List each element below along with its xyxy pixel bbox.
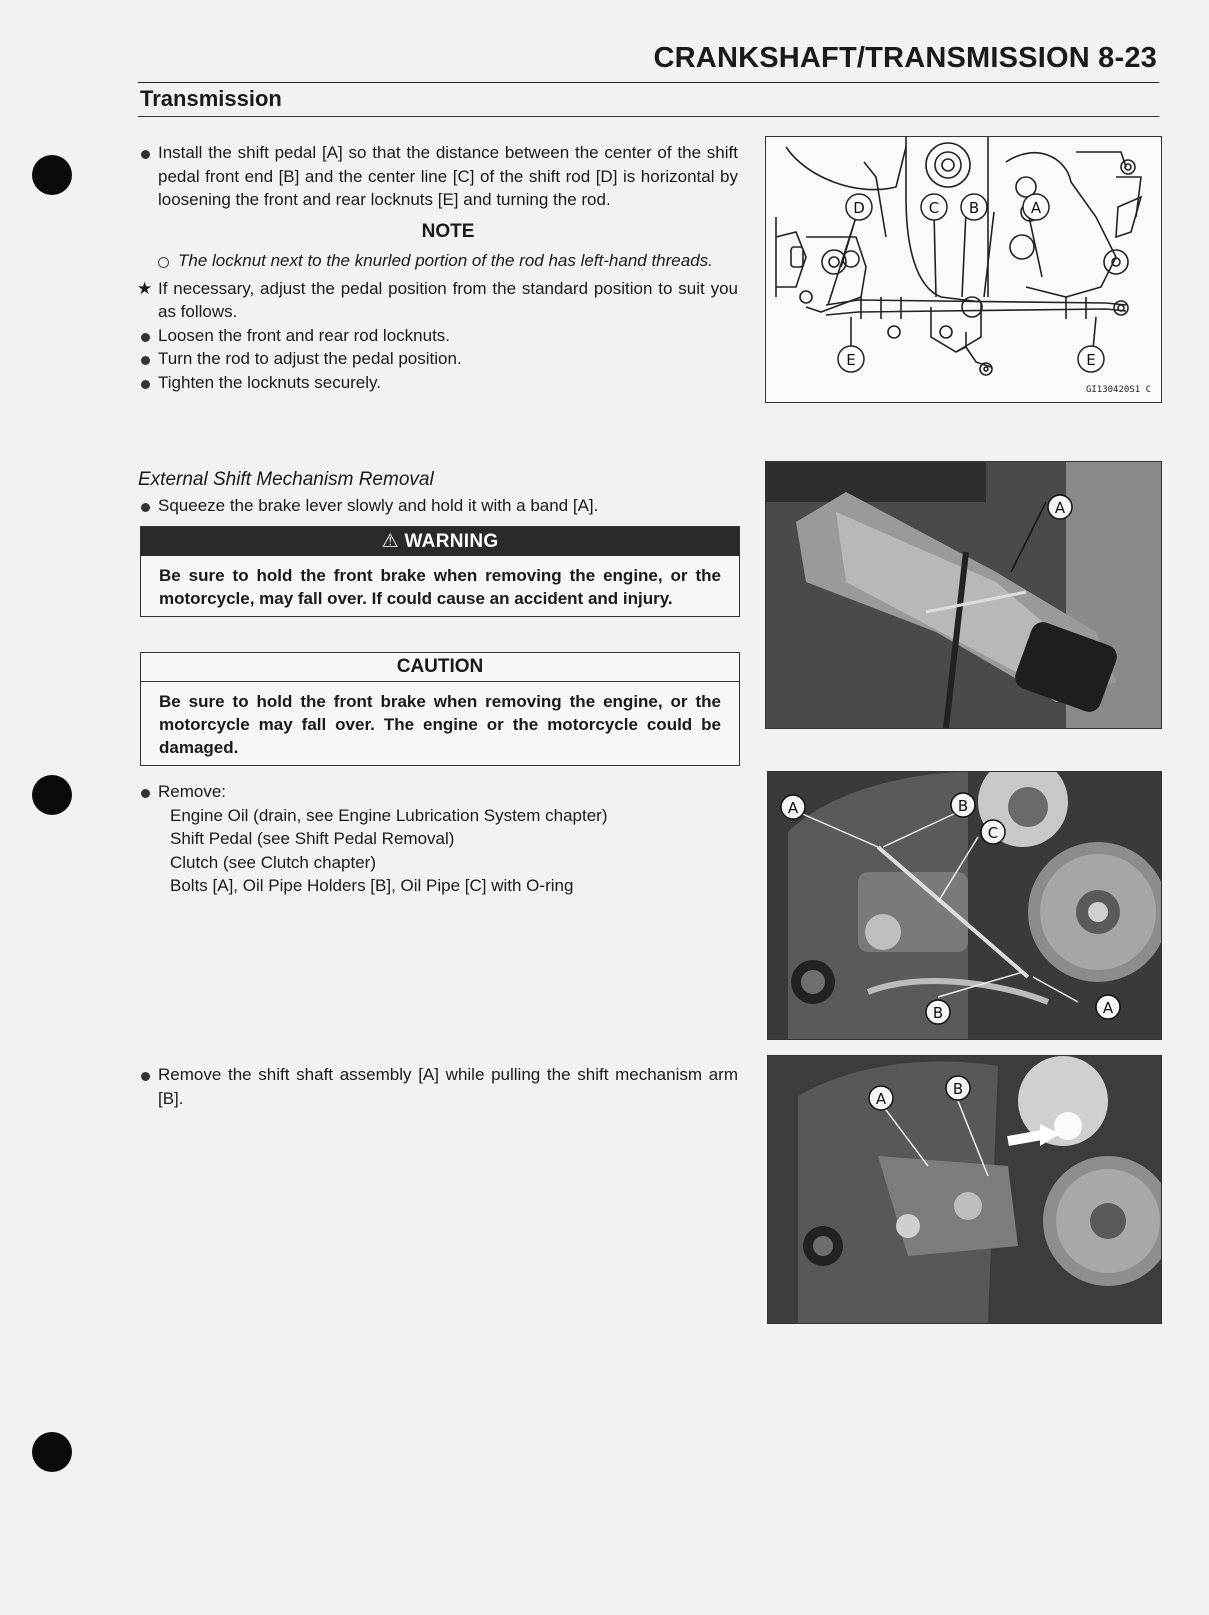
oil-pipe-photo-image (768, 772, 1161, 1039)
photo-callout: B (932, 1004, 944, 1022)
caution-box (140, 652, 740, 766)
remove-step (138, 780, 738, 804)
removal-heading: External Shift Mechanism Removal (138, 469, 434, 490)
caution-heading: CAUTION (141, 653, 739, 682)
bullet-icon (141, 380, 150, 389)
note-text: The locknut next to the knurled portion of the rod has left-hand threads. (178, 251, 713, 270)
final-step (138, 1063, 738, 1110)
adjust-step (138, 347, 738, 371)
diagram-callout: A (1030, 199, 1042, 217)
bullet-icon (141, 150, 150, 159)
section-title: Transmission (140, 86, 282, 111)
oil-pipe-photo (767, 771, 1162, 1040)
caution-text: Be sure to hold the front brake when removing the engine, or the motorcycle may fall over. The engine or the motorcycle could be damaged. (159, 692, 721, 757)
diagram-callout: E (1086, 351, 1096, 369)
chapter-title: CRANKSHAFT/TRANSMISSION 8-23 (653, 42, 1157, 74)
adjust-step (138, 371, 738, 395)
photo-callout: B (957, 797, 969, 815)
photo-callout: A (1102, 999, 1114, 1017)
punch-hole-middle (32, 775, 72, 815)
install-step (138, 141, 738, 212)
remove-item: Bolts [A], Oil Pipe Holders [B], Oil Pipe [C] with O-ring (170, 876, 574, 895)
adjust-step-text: Turn the rod to adjust the pedal position. (158, 349, 462, 368)
shift-pedal-diagram (765, 136, 1162, 403)
shift-shaft-photo-image (768, 1056, 1161, 1323)
remove-list (138, 780, 738, 898)
removal-step-text: Squeeze the brake lever slowly and hold it with a band [A]. (158, 495, 599, 515)
note-heading: NOTE (421, 220, 475, 242)
note-item (138, 249, 738, 273)
removal-column (138, 468, 738, 517)
warning-box (140, 526, 740, 617)
diagram-callout: E (846, 351, 856, 369)
bullet-icon (141, 333, 150, 342)
final-step-block (138, 1063, 738, 1110)
photo-callout: A (875, 1090, 887, 1108)
photo-callout: B (952, 1080, 964, 1098)
remove-item: Shift Pedal (see Shift Pedal Removal) (170, 829, 455, 848)
warning-text: Be sure to hold the front brake when removing the engine, or the motorcycle, may fall over. If could cause an accident and injury. (159, 566, 721, 608)
photo-callout: A (787, 799, 799, 817)
star-step (138, 277, 738, 324)
install-step-text: Install the shift pedal [A] so that the distance between the center of the shift pedal front end [B] and the center line [C] of the shift rod [D] is horizontal by loosening the front and rear locknuts [E] and turning the rod. (158, 143, 738, 209)
warning-heading (141, 527, 739, 556)
photo-callout: C (987, 824, 999, 842)
removal-step (138, 494, 738, 518)
star-icon: ★ (137, 278, 153, 298)
section-rule (138, 116, 1159, 117)
adjust-step (138, 324, 738, 348)
shift-shaft-photo (767, 1055, 1162, 1324)
adjust-step-text: Loosen the front and rear rod locknuts. (158, 325, 451, 345)
warning-triangle-icon: ⚠ (381, 531, 399, 552)
star-step-text: If necessary, adjust the pedal position from the standard position to suit you as follows. (158, 278, 738, 321)
brake-lever-photo-image (766, 462, 1161, 728)
remove-items (138, 804, 738, 898)
hollow-bullet-icon (158, 257, 169, 268)
diagram-callout: D (853, 199, 865, 217)
warning-label: WARNING (404, 531, 499, 552)
header-rule (138, 82, 1159, 83)
adjust-step-text: Tighten the locknuts securely. (158, 372, 382, 392)
punch-hole-bottom (32, 1432, 72, 1472)
diagram-callout: C (928, 199, 940, 217)
brake-lever-photo (765, 461, 1162, 729)
remove-item: Engine Oil (drain, see Engine Lubrication System chapter) (170, 805, 608, 825)
intro-column (138, 141, 738, 394)
final-step-text: Remove the shift shaft assembly [A] while pulling the shift mechanism arm [B]. (158, 1065, 738, 1108)
bullet-icon (141, 356, 150, 365)
bullet-icon (141, 789, 150, 798)
remove-item: Clutch (see Clutch chapter) (170, 852, 376, 872)
punch-hole-top (32, 155, 72, 195)
diagram-callout: B (968, 199, 980, 217)
remove-label: Remove: (158, 782, 227, 801)
bullet-icon (141, 1072, 150, 1081)
diagram-code: GI130420S1 C (1085, 385, 1151, 395)
photo-callout: A (1054, 499, 1066, 517)
bullet-icon (141, 503, 150, 512)
shift-pedal-diagram-drawing (766, 137, 1161, 402)
